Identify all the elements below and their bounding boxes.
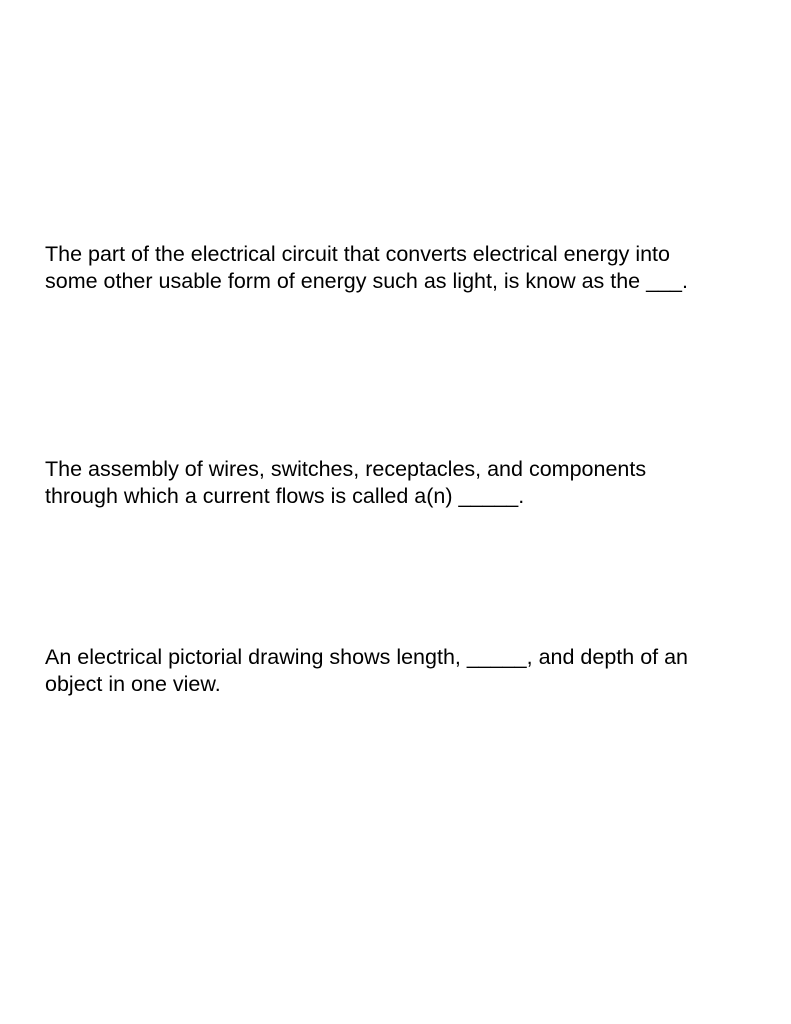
question-3-line-1: An electrical pictorial drawing shows length, _____, and depth of an — [45, 645, 689, 669]
question-2-line-1: The assembly of wires, switches, receptacles, and components — [45, 457, 647, 481]
question-3-line-2: object in one view. — [45, 672, 221, 696]
question-2 — [45, 456, 765, 510]
question-1 — [45, 241, 765, 295]
question-1-line-2: some other usable form of energy such as light, is know as the ___. — [45, 269, 688, 293]
question-3 — [45, 644, 765, 698]
question-2-line-2: through which a current flows is called a(n) _____. — [45, 484, 525, 508]
question-1-line-1: The part of the electrical circuit that converts electrical energy into — [45, 242, 670, 266]
